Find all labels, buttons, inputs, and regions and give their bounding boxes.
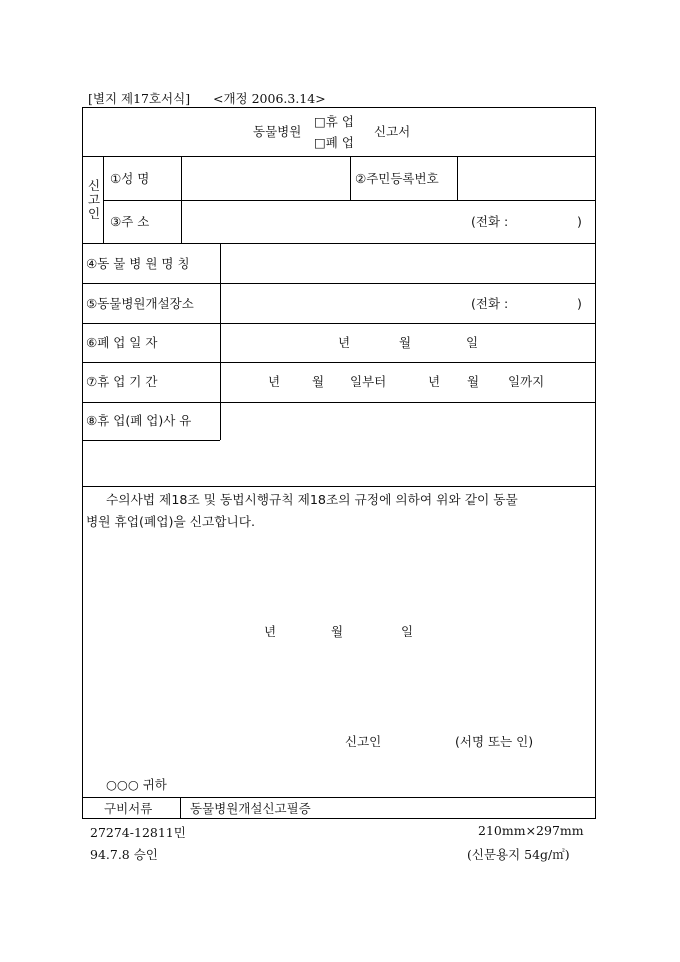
form-number: [별지 제17호서식] bbox=[88, 91, 191, 106]
reason-input[interactable] bbox=[222, 404, 594, 484]
location-input[interactable] bbox=[222, 285, 462, 321]
address-label: ③주 소 bbox=[110, 214, 150, 229]
reason-label: ⑧휴 업(폐 업)사 유 bbox=[86, 413, 192, 428]
divider bbox=[82, 283, 596, 284]
statement-line-2: 병원 휴업(폐업)을 신고합니다. bbox=[86, 514, 256, 529]
divider bbox=[82, 440, 220, 441]
sign-date-month[interactable]: 월 bbox=[331, 624, 344, 639]
applicant-group-label-char: 고 bbox=[87, 192, 101, 207]
divider bbox=[82, 362, 596, 363]
divider bbox=[350, 156, 351, 200]
divider bbox=[82, 797, 596, 798]
form-code: 27274-12811민 bbox=[90, 825, 186, 840]
period-end-year[interactable]: 년 bbox=[428, 374, 441, 389]
divider bbox=[457, 156, 458, 200]
resident-number-label: ②주민등록번호 bbox=[355, 171, 439, 186]
location-label: ⑤동물병원개설장소 bbox=[86, 296, 194, 311]
location-phone-label: (전화 : bbox=[471, 296, 509, 311]
resident-number-input[interactable] bbox=[459, 158, 594, 198]
sign-date-day[interactable]: 일 bbox=[401, 624, 414, 639]
close-date-month[interactable]: 월 bbox=[399, 335, 412, 350]
location-phone-close: ) bbox=[577, 296, 582, 311]
form-title-suffix: 신고서 bbox=[374, 124, 411, 139]
suspend-period-label: ⑦휴 업 기 간 bbox=[86, 374, 158, 389]
period-end-month[interactable]: 월 bbox=[467, 374, 480, 389]
close-date-day[interactable]: 일 bbox=[466, 335, 479, 350]
divider bbox=[82, 486, 596, 487]
close-date-label: ⑥폐 업 일 자 bbox=[86, 335, 158, 350]
name-input[interactable] bbox=[183, 158, 348, 198]
required-documents-label: 구비서류 bbox=[104, 801, 153, 816]
approval-note: 94.7.8 승인 bbox=[90, 847, 158, 862]
divider bbox=[82, 243, 596, 244]
close-checkbox-option[interactable]: □폐 업 bbox=[314, 135, 354, 150]
divider bbox=[220, 243, 221, 440]
divider bbox=[82, 402, 596, 403]
period-start-year[interactable]: 년 bbox=[268, 374, 281, 389]
applicant-group-label-char: 신 bbox=[87, 178, 101, 193]
divider bbox=[82, 323, 596, 324]
revision-note: <개정 2006.3.14> bbox=[213, 91, 326, 106]
divider bbox=[103, 200, 596, 201]
required-documents-value: 동물병원개설신고필증 bbox=[190, 801, 311, 816]
hospital-name-label: ④동 물 병 원 명 칭 bbox=[86, 256, 190, 271]
sign-date-year[interactable]: 년 bbox=[264, 624, 277, 639]
address-phone-label: (전화 : bbox=[471, 214, 509, 229]
divider bbox=[180, 797, 181, 819]
paper-type: (신문용지 54g/㎡) bbox=[467, 847, 570, 862]
period-start-day[interactable]: 일부터 bbox=[350, 374, 387, 389]
suspend-checkbox-option[interactable]: □휴 업 bbox=[314, 114, 354, 129]
applicant-group-label-char: 인 bbox=[87, 206, 101, 221]
period-end-day[interactable]: 일까지 bbox=[508, 374, 545, 389]
divider bbox=[181, 156, 182, 243]
period-start-month[interactable]: 월 bbox=[312, 374, 325, 389]
divider bbox=[103, 156, 104, 243]
addressee: ○○○ 귀하 bbox=[106, 777, 167, 792]
address-phone-close: ) bbox=[577, 214, 582, 229]
divider bbox=[82, 156, 596, 157]
statement-line-1: 수의사법 제18조 및 동법시행규칙 제18조의 규정에 의하여 위와 같이 동물 bbox=[106, 492, 518, 507]
address-input[interactable] bbox=[183, 202, 463, 241]
form-title-prefix: 동물병원 bbox=[253, 124, 302, 139]
close-date-year[interactable]: 년 bbox=[338, 335, 351, 350]
reporter-label: 신고인 bbox=[345, 734, 382, 749]
paper-size: 210mm×297mm bbox=[478, 823, 584, 838]
signature-field[interactable]: (서명 또는 인) bbox=[455, 734, 534, 749]
hospital-name-input[interactable] bbox=[222, 245, 594, 281]
name-label: ①성 명 bbox=[110, 171, 150, 186]
